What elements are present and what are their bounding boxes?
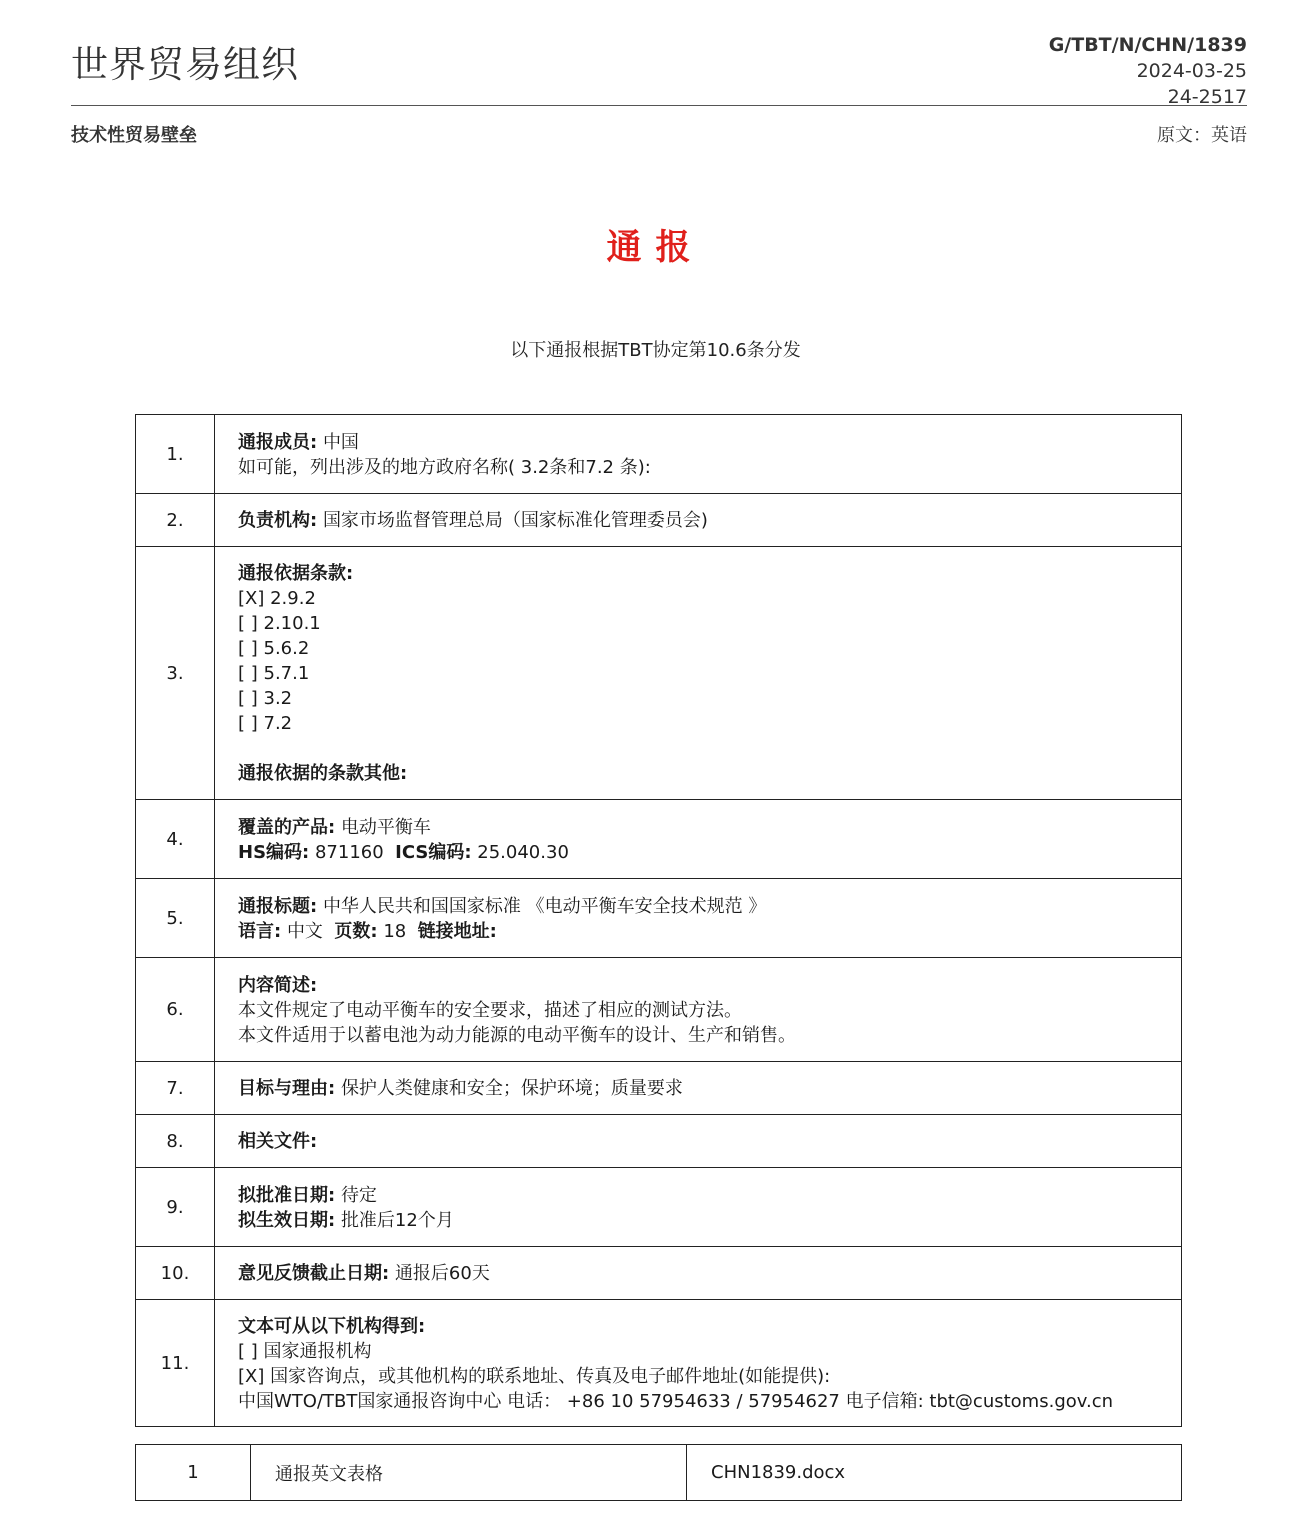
- row-number: 6.: [136, 958, 215, 1062]
- attachment-file-link[interactable]: CHN1839.docx: [687, 1445, 1182, 1501]
- committee-name: 技术性贸易壁垒: [71, 125, 197, 146]
- document-date: 2024-03-25: [1136, 60, 1247, 82]
- row-content: [215, 1247, 1182, 1300]
- row-number: 11.: [136, 1300, 215, 1427]
- header-divider: [71, 105, 1247, 106]
- row-number: 4.: [136, 800, 215, 879]
- original-language: 原文：英语: [1157, 125, 1247, 146]
- table-row: [136, 494, 1182, 547]
- row-content: [215, 879, 1182, 958]
- field-label: 内容简述:: [238, 974, 318, 996]
- field-value: 25.040.30: [477, 841, 569, 863]
- row-number: 3.: [136, 547, 215, 800]
- attachment-number: 1: [136, 1445, 251, 1501]
- checkbox-item: [ ] 7.2: [238, 713, 293, 734]
- table-row: [136, 1168, 1182, 1247]
- checkbox-item: [X] 2.9.2: [238, 588, 316, 609]
- field-text: [ ] 国家通报机构: [238, 1340, 372, 1362]
- field-label: 通报标题:: [238, 895, 318, 917]
- checkbox-item: [ ] 5.7.1: [238, 663, 310, 684]
- notification-title: 通报: [606, 228, 705, 268]
- row-content: [215, 1062, 1182, 1115]
- field-label: 拟生效日期:: [238, 1209, 336, 1231]
- row-number: 9.: [136, 1168, 215, 1247]
- field-label: 负责机构:: [238, 510, 318, 531]
- field-value: 中文: [286, 920, 323, 942]
- table-row: [136, 879, 1182, 958]
- field-label: HS编码:: [238, 841, 310, 863]
- field-value: 国家市场监督管理总局（国家标准化管理委员会): [322, 510, 708, 531]
- field-value: 待定: [340, 1184, 377, 1206]
- checkbox-item: [ ] 2.10.1: [238, 613, 321, 634]
- row-content: [215, 958, 1182, 1062]
- field-value: 批准后12个月: [340, 1209, 454, 1231]
- row-content: [215, 1300, 1182, 1427]
- field-label: 相关文件:: [238, 1131, 318, 1152]
- row-number: 7.: [136, 1062, 215, 1115]
- notification-table: [135, 414, 1182, 1427]
- field-label: 意见反馈截止日期:: [238, 1263, 390, 1284]
- field-value: 通报后60天: [394, 1263, 490, 1284]
- table-row: [136, 958, 1182, 1062]
- field-label: 通报成员:: [238, 431, 318, 453]
- row-content: [215, 415, 1182, 494]
- row-content: [215, 1115, 1182, 1168]
- checkbox-item: [ ] 5.6.2: [238, 638, 310, 659]
- field-text: [X] 国家咨询点，或其他机构的联系地址、传真及电子邮件地址(如能提供):: [238, 1365, 831, 1387]
- field-label: 链接地址:: [417, 920, 497, 942]
- field-value: 中华人民共和国国家标准 《电动平衡车安全技术规范 》: [322, 895, 767, 917]
- field-label: 文本可从以下机构得到:: [238, 1315, 426, 1337]
- distribution-note: 以下通报根据TBT协定第10.6条分发: [510, 340, 801, 361]
- field-label: ICS编码:: [395, 841, 472, 863]
- field-text: 本文件规定了电动平衡车的安全要求，描述了相应的测试方法。: [238, 999, 742, 1021]
- row-number: 1.: [136, 415, 215, 494]
- row-content: [215, 494, 1182, 547]
- table-row: [136, 1300, 1182, 1427]
- row-number: 10.: [136, 1247, 215, 1300]
- row-number: 2.: [136, 494, 215, 547]
- table-row: [136, 1247, 1182, 1300]
- table-row: [136, 1115, 1182, 1168]
- field-value: 871160: [314, 841, 384, 863]
- field-label: 拟批准日期:: [238, 1184, 336, 1206]
- row-number: 8.: [136, 1115, 215, 1168]
- field-label: 语言:: [238, 920, 282, 942]
- field-label: 通报依据条款:: [238, 563, 354, 584]
- field-text: 如可能，列出涉及的地方政府名称( 3.2条和7.2 条):: [238, 456, 651, 478]
- field-label: 通报依据的条款其他:: [238, 763, 408, 784]
- document-symbol: G/TBT/N/CHN/1839: [1048, 34, 1247, 56]
- org-title: 世界贸易组织: [71, 43, 299, 86]
- contact-line: 中国WTO/TBT国家通报咨询中心 电话： +86 10 57954633 / 57954627 电子信箱: tbt@customs.gov.cn: [238, 1390, 1114, 1412]
- table-row: [136, 1445, 1182, 1501]
- field-value: 保护人类健康和安全；保护环境；质量要求: [340, 1078, 683, 1099]
- field-value: 电动平衡车: [340, 816, 431, 838]
- checkbox-item: [ ] 3.2: [238, 688, 293, 709]
- field-label: 页数:: [334, 920, 378, 942]
- row-content: [215, 1168, 1182, 1247]
- table-row: [136, 1062, 1182, 1115]
- field-label: 目标与理由:: [238, 1078, 336, 1099]
- table-row: [136, 800, 1182, 879]
- table-row: [136, 547, 1182, 800]
- table-row: [136, 415, 1182, 494]
- field-text: 本文件适用于以蓄电池为动力能源的电动平衡车的设计、生产和销售。: [238, 1024, 796, 1046]
- attachment-table: [135, 1444, 1182, 1501]
- field-value: 18: [383, 920, 407, 942]
- document-meta: [1049, 32, 1247, 110]
- row-number: 5.: [136, 879, 215, 958]
- field-label: 覆盖的产品:: [238, 816, 336, 838]
- document-number: 24-2517: [1167, 86, 1247, 108]
- attachment-name: 通报英文表格: [251, 1445, 687, 1501]
- row-content: [215, 547, 1182, 800]
- field-value: 中国: [322, 431, 359, 453]
- row-content: [215, 800, 1182, 879]
